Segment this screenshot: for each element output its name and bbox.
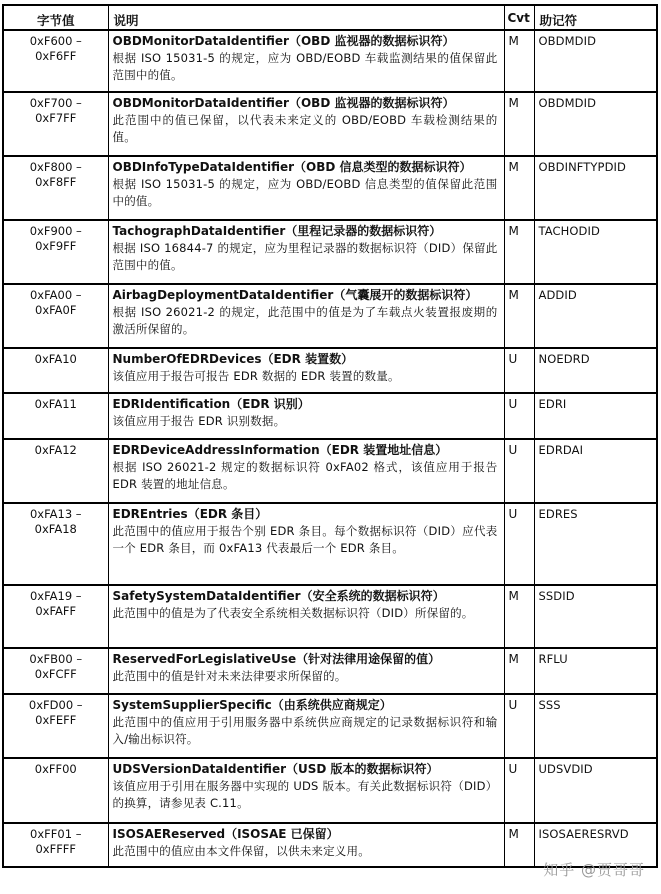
did-description: 根据 ISO 15031-5 的规定，应为 OBD/EOBD 信息类型的值保留此范围中的值。	[112, 177, 498, 208]
did-name: SafetySystemDataIdentifier（安全系统的数据标识符）	[112, 589, 445, 603]
mnemonic-cell: OBDMDID	[534, 30, 657, 92]
byte-cell	[3, 823, 108, 867]
cvt-cell: U	[504, 393, 534, 439]
byte-cell	[3, 156, 108, 220]
table-row	[3, 503, 657, 585]
desc-cell	[108, 284, 504, 348]
byte-end: 0xF8FF	[35, 175, 77, 189]
did-description: 根据 ISO 15031-5 的规定，应为 OBD/EOBD 车载监测结果的值保留此范围中的值。	[112, 51, 498, 82]
byte-end: 0xFA18	[34, 522, 77, 536]
byte-cell	[3, 439, 108, 503]
mnemonic-cell: OBDMDID	[534, 92, 657, 156]
mnemonic-cell: OBDINFTYPDID	[534, 156, 657, 220]
byte-end: 0xFCFF	[34, 667, 77, 681]
byte-start: 0xFA13 –	[29, 507, 82, 521]
mnemonic-cell: UDSVDID	[534, 758, 657, 823]
desc-cell	[108, 648, 504, 694]
byte-cell	[3, 503, 108, 585]
byte-start: 0xFF01 –	[30, 827, 82, 841]
desc-cell	[108, 220, 504, 284]
byte-start: 0xF800 –	[29, 160, 82, 174]
byte-start: 0xFA10	[34, 352, 77, 366]
mnemonic-cell: ISOSAERESRVD	[534, 823, 657, 867]
desc-cell	[108, 393, 504, 439]
byte-cell	[3, 30, 108, 92]
byte-end: 0xFFFF	[35, 842, 77, 856]
byte-cell	[3, 585, 108, 648]
mnemonic-cell: SSDID	[534, 585, 657, 648]
cvt-cell: M	[504, 648, 534, 694]
mnemonic-cell: EDRDAI	[534, 439, 657, 503]
cvt-cell: U	[504, 439, 534, 503]
byte-start: 0xF900 –	[29, 224, 82, 238]
mnemonic-cell: ADDID	[534, 284, 657, 348]
byte-start: 0xFF00	[34, 762, 77, 776]
desc-cell	[108, 503, 504, 585]
did-description: 该值应用于报告 EDR 识别数据。	[112, 414, 286, 428]
cvt-cell: U	[504, 503, 534, 585]
did-name: OBDMonitorDataIdentifier（OBD 监视器的数据标识符）	[112, 96, 455, 110]
byte-cell	[3, 393, 108, 439]
header-cvt: Cvt	[504, 5, 534, 30]
header-description: 说明	[108, 5, 504, 30]
cvt-cell: M	[504, 284, 534, 348]
byte-start: 0xFD00 –	[28, 698, 83, 712]
table-row	[3, 585, 657, 648]
byte-start: 0xF600 –	[29, 34, 82, 48]
mnemonic-cell: SSS	[534, 694, 657, 758]
cvt-cell: U	[504, 348, 534, 393]
did-name: SystemSupplierSpecific（由系统供应商规定）	[112, 698, 392, 712]
byte-end: 0xFA0F	[35, 303, 77, 317]
did-name: EDRDeviceAddressInformation（EDR 装置地址信息）	[112, 443, 448, 457]
byte-cell	[3, 758, 108, 823]
did-description: 此范围中的值应用于报告个别 EDR 条目。每个数据标识符（DID）应代表一个 EDR 条目，而 0xFA13 代表最后一个 EDR 条目。	[112, 524, 498, 555]
table-row	[3, 348, 657, 393]
did-name: OBDInfoTypeDataIdentifier（OBD 信息类型的数据标识符）	[112, 160, 472, 174]
desc-cell	[108, 348, 504, 393]
byte-cell	[3, 284, 108, 348]
byte-start: 0xFB00 –	[29, 652, 83, 666]
cvt-cell: M	[504, 156, 534, 220]
table-row	[3, 220, 657, 284]
table-row	[3, 156, 657, 220]
mnemonic-cell: NOEDRD	[534, 348, 657, 393]
did-description: 根据 ISO 16844-7 的规定，应为里程记录器的数据标识符（DID）保留此范围中的值。	[112, 241, 498, 272]
byte-end: 0xFEFF	[35, 713, 77, 727]
did-description: 该值应用于引用在服务器中实现的 UDS 版本。有关此数据标识符（DID）的换算，请参见表 C.11。	[112, 779, 498, 810]
cvt-cell: M	[504, 30, 534, 92]
did-name: UDSVersionDataIdentifier（USD 版本的数据标识符）	[112, 762, 439, 776]
byte-cell	[3, 694, 108, 758]
cvt-cell: M	[504, 92, 534, 156]
did-name: EDRIdentification（EDR 识别）	[112, 397, 310, 411]
did-name: NumberOfEDRDevices（EDR 装置数）	[112, 352, 354, 366]
header-row	[3, 5, 657, 30]
mnemonic-cell: RFLU	[534, 648, 657, 694]
header-mnemonic: 助记符	[534, 5, 657, 30]
desc-cell	[108, 758, 504, 823]
did-table	[2, 4, 658, 868]
mnemonic-cell: EDRI	[534, 393, 657, 439]
desc-cell	[108, 439, 504, 503]
mnemonic-cell: TACHODID	[534, 220, 657, 284]
did-name: ISOSAEReserved（ISOSAE 已保留）	[112, 827, 339, 841]
table-row	[3, 30, 657, 92]
did-name: ReservedForLegislativeUse（针对法律用途保留的值）	[112, 652, 441, 666]
byte-start: 0xFA12	[34, 443, 77, 457]
byte-cell	[3, 348, 108, 393]
did-name: EDREntries（EDR 条目）	[112, 507, 268, 521]
cvt-cell: M	[504, 220, 534, 284]
table-row	[3, 92, 657, 156]
cvt-cell: U	[504, 694, 534, 758]
did-description: 此范围中的值是针对未来法律要求所保留的。	[112, 669, 347, 683]
byte-end: 0xF7FF	[35, 111, 77, 125]
desc-cell	[108, 823, 504, 867]
desc-cell	[108, 92, 504, 156]
desc-cell	[108, 30, 504, 92]
did-description: 根据 ISO 26021-2 的规定，此范围中的值是为了车载点火装置报废期的激活所保留的。	[112, 305, 498, 336]
did-name: TachographDataIdentifier（里程记录器的数据标识符）	[112, 224, 442, 238]
did-description: 此范围中的值是为了代表安全系统相关数据标识符（DID）所保留的。	[112, 606, 474, 620]
watermark: 知乎 @贾哥哥	[543, 861, 645, 879]
did-description: 根据 ISO 26021-2 规定的数据标识符 0xFA02 格式，该值应用于报告 EDR 装置的地址信息。	[112, 460, 498, 491]
desc-cell	[108, 694, 504, 758]
cvt-cell: M	[504, 585, 534, 648]
table-row	[3, 284, 657, 348]
did-name: AirbagDeploymentDataIdentifier（气囊展开的数据标识符）	[112, 288, 478, 302]
did-description: 此范围中的值应由本文件保留，以供未来定义用。	[112, 844, 370, 858]
table-row	[3, 694, 657, 758]
desc-cell	[108, 585, 504, 648]
table-row	[3, 648, 657, 694]
byte-start: 0xFA19 –	[29, 589, 82, 603]
cvt-cell: M	[504, 823, 534, 867]
desc-cell	[108, 156, 504, 220]
did-description: 此范围中的值已保留，以代表未来定义的 OBD/EOBD 车载检测结果的值。	[112, 113, 498, 144]
table-row	[3, 439, 657, 503]
byte-end: 0xF6FF	[35, 49, 77, 63]
byte-end: 0xF9FF	[35, 239, 77, 253]
byte-start: 0xF700 –	[29, 96, 82, 110]
byte-cell	[3, 648, 108, 694]
byte-start: 0xFA00 –	[29, 288, 82, 302]
table-row	[3, 758, 657, 823]
byte-cell	[3, 92, 108, 156]
table-row	[3, 393, 657, 439]
byte-end: 0xFAFF	[35, 604, 77, 618]
cvt-cell: U	[504, 758, 534, 823]
byte-cell	[3, 220, 108, 284]
header-byte-value: 字节值	[3, 5, 108, 30]
did-description: 该值应用于报告可报告 EDR 数据的 EDR 装置的数量。	[112, 369, 400, 383]
did-name: OBDMonitorDataIdentifier（OBD 监视器的数据标识符）	[112, 34, 455, 48]
mnemonic-cell: EDRES	[534, 503, 657, 585]
byte-start: 0xFA11	[34, 397, 77, 411]
did-description: 此范围中的值应用于引用服务器中系统供应商规定的记录数据标识符和输入/输出标识符。	[112, 715, 498, 746]
